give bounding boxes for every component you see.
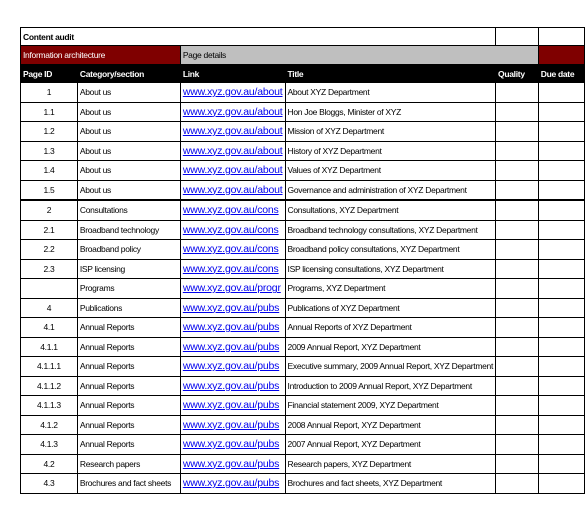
title-cell[interactable]: 2008 Annual Report, XYZ Department xyxy=(285,415,496,435)
page-id-cell[interactable]: 4.3 xyxy=(21,474,78,494)
title-cell[interactable]: Financial statement 2009, XYZ Department xyxy=(285,396,496,416)
link-cell[interactable]: www.xyz.gov.au/about xyxy=(180,141,285,161)
category-cell[interactable]: About us xyxy=(77,141,180,161)
information-architecture-header[interactable]: Information architecture xyxy=(21,46,181,65)
page-id-cell[interactable]: 1 xyxy=(21,83,78,103)
due-date-cell[interactable] xyxy=(538,415,584,435)
title-cell[interactable]: Publications of XYZ Department xyxy=(285,298,496,318)
due-date-cell[interactable] xyxy=(538,200,584,220)
page-id-cell[interactable]: 1.3 xyxy=(21,141,78,161)
due-date-cell[interactable] xyxy=(538,396,584,416)
title-cell[interactable]: Hon Joe Bloggs, Minister of XYZ xyxy=(285,102,496,122)
table-row xyxy=(21,337,585,357)
link-cell[interactable]: www.xyz.gov.au/about xyxy=(180,102,285,122)
column-header-link[interactable]: Link xyxy=(180,65,285,83)
due-date-cell[interactable] xyxy=(538,240,584,260)
title-cell[interactable]: 2009 Annual Report, XYZ Department xyxy=(285,337,496,357)
page-id-cell[interactable]: 1.1 xyxy=(21,102,78,122)
quality-cell[interactable] xyxy=(496,396,539,416)
table-row xyxy=(21,200,585,220)
category-cell[interactable]: Broadband technology xyxy=(77,220,180,240)
title-cell[interactable]: Broadband policy consultations, XYZ Department xyxy=(285,240,496,260)
link-cell[interactable]: www.xyz.gov.au/pubs xyxy=(180,474,285,494)
sheet-title-row xyxy=(21,28,585,46)
due-date-cell[interactable] xyxy=(538,376,584,396)
page-id-cell[interactable]: 4.1.1.2 xyxy=(21,376,78,396)
column-header-category[interactable]: Category/section xyxy=(77,65,180,83)
quality-cell[interactable] xyxy=(496,83,539,103)
quality-cell[interactable] xyxy=(496,122,539,142)
category-cell[interactable]: About us xyxy=(77,180,180,200)
table-row xyxy=(21,415,585,435)
quality-cell[interactable] xyxy=(496,298,539,318)
quality-cell[interactable] xyxy=(496,474,539,494)
column-header-row xyxy=(21,65,585,83)
page-id-cell[interactable]: 4.1.2 xyxy=(21,415,78,435)
empty-cell[interactable] xyxy=(496,28,539,46)
table-row xyxy=(21,180,585,200)
table-row xyxy=(21,102,585,122)
title-cell[interactable]: Annual Reports of XYZ Department xyxy=(285,318,496,338)
quality-cell[interactable] xyxy=(496,240,539,260)
group-header-row xyxy=(21,46,585,65)
link-cell[interactable]: www.xyz.gov.au/cons xyxy=(180,220,285,240)
table-row xyxy=(21,259,585,279)
link-cell[interactable]: www.xyz.gov.au/about xyxy=(180,122,285,142)
quality-cell[interactable] xyxy=(496,337,539,357)
quality-cell[interactable] xyxy=(496,318,539,338)
due-date-cell[interactable] xyxy=(538,259,584,279)
link-cell[interactable]: www.xyz.gov.au/pubs xyxy=(180,435,285,455)
table-row xyxy=(21,122,585,142)
category-cell[interactable]: Annual Reports xyxy=(77,415,180,435)
quality-cell[interactable] xyxy=(496,415,539,435)
category-cell[interactable]: About us xyxy=(77,102,180,122)
link-cell[interactable]: www.xyz.gov.au/pubs xyxy=(180,298,285,318)
page-id-cell[interactable]: 2.3 xyxy=(21,259,78,279)
title-cell[interactable]: Brochures and fact sheets, XYZ Department xyxy=(285,474,496,494)
column-header-title[interactable]: Title xyxy=(285,65,496,83)
page-id-cell[interactable]: 4.1.3 xyxy=(21,435,78,455)
quality-cell[interactable] xyxy=(496,200,539,220)
page-id-cell[interactable]: 4.2 xyxy=(21,454,78,474)
link-cell[interactable]: www.xyz.gov.au/pubs xyxy=(180,318,285,338)
category-cell[interactable]: About us xyxy=(77,83,180,103)
link-cell[interactable]: www.xyz.gov.au/cons xyxy=(180,240,285,260)
page-id-cell[interactable]: 4.1 xyxy=(21,318,78,338)
category-cell[interactable]: Annual Reports xyxy=(77,435,180,455)
due-date-cell[interactable] xyxy=(538,298,584,318)
page-id-cell[interactable]: 1.4 xyxy=(21,161,78,181)
content-audit-table xyxy=(20,27,585,494)
link-cell[interactable]: www.xyz.gov.au/cons xyxy=(180,200,285,220)
title-cell[interactable]: Consultations, XYZ Department xyxy=(285,200,496,220)
link-cell[interactable]: www.xyz.gov.au/pubs xyxy=(180,376,285,396)
link-cell[interactable]: www.xyz.gov.au/about xyxy=(180,161,285,181)
page-id-cell[interactable]: 4.1.1.3 xyxy=(21,396,78,416)
category-cell[interactable]: Broadband policy xyxy=(77,240,180,260)
due-date-cell[interactable] xyxy=(538,337,584,357)
category-cell[interactable]: About us xyxy=(77,161,180,181)
column-header-page-id[interactable]: Page ID xyxy=(21,65,78,83)
page-id-cell[interactable]: 4.1.1.1 xyxy=(21,357,78,377)
quality-cell[interactable] xyxy=(496,357,539,377)
due-date-cell[interactable] xyxy=(538,122,584,142)
link-cell[interactable]: www.xyz.gov.au/pubs xyxy=(180,357,285,377)
due-date-cell[interactable] xyxy=(538,180,584,200)
page-id-cell[interactable]: 2 xyxy=(21,200,78,220)
category-cell[interactable]: Annual Reports xyxy=(77,376,180,396)
page-id-cell[interactable]: 2.1 xyxy=(21,220,78,240)
due-date-cell[interactable] xyxy=(538,220,584,240)
link-cell[interactable]: www.xyz.gov.au/about xyxy=(180,83,285,103)
page-id-cell[interactable] xyxy=(21,279,78,299)
page-details-header[interactable]: Page details xyxy=(180,46,538,65)
table-row xyxy=(21,83,585,103)
quality-cell[interactable] xyxy=(496,102,539,122)
title-cell[interactable]: Introduction to 2009 Annual Report, XYZ Department xyxy=(285,376,496,396)
quality-cell[interactable] xyxy=(496,161,539,181)
category-cell[interactable]: Annual Reports xyxy=(77,396,180,416)
due-date-cell[interactable] xyxy=(538,318,584,338)
quality-cell[interactable] xyxy=(496,180,539,200)
due-date-group-cell[interactable] xyxy=(538,46,584,65)
page-id-cell[interactable]: 2.2 xyxy=(21,240,78,260)
due-date-cell[interactable] xyxy=(538,454,584,474)
page-id-cell[interactable]: 4.1.1 xyxy=(21,337,78,357)
table-row xyxy=(21,435,585,455)
empty-cell[interactable] xyxy=(538,28,584,46)
title-cell[interactable]: ISP licensing consultations, XYZ Department xyxy=(285,259,496,279)
link-cell[interactable]: www.xyz.gov.au/pubs xyxy=(180,337,285,357)
column-header-quality[interactable]: Quality xyxy=(496,65,539,83)
link-cell[interactable]: www.xyz.gov.au/pubs xyxy=(180,415,285,435)
quality-cell[interactable] xyxy=(496,279,539,299)
due-date-cell[interactable] xyxy=(538,474,584,494)
link-cell[interactable]: www.xyz.gov.au/about xyxy=(180,180,285,200)
table-row xyxy=(21,141,585,161)
category-cell[interactable]: Annual Reports xyxy=(77,337,180,357)
table-row xyxy=(21,279,585,299)
category-cell[interactable]: Research papers xyxy=(77,454,180,474)
page-id-cell[interactable]: 1.2 xyxy=(21,122,78,142)
table-row xyxy=(21,454,585,474)
quality-cell[interactable] xyxy=(496,141,539,161)
title-cell[interactable]: Executive summary, 2009 Annual Report, XYZ Department xyxy=(285,357,496,377)
quality-cell[interactable] xyxy=(496,220,539,240)
title-cell[interactable]: Broadband technology consultations, XYZ Department xyxy=(285,220,496,240)
due-date-cell[interactable] xyxy=(538,435,584,455)
category-cell[interactable]: Consultations xyxy=(77,200,180,220)
table-row xyxy=(21,240,585,260)
category-cell[interactable]: ISP licensing xyxy=(77,259,180,279)
column-header-due-date[interactable]: Due date xyxy=(538,65,584,83)
table-row xyxy=(21,357,585,377)
table-row xyxy=(21,298,585,318)
table-row xyxy=(21,396,585,416)
link-cell[interactable]: www.xyz.gov.au/pubs xyxy=(180,454,285,474)
due-date-cell[interactable] xyxy=(538,83,584,103)
table-row xyxy=(21,474,585,494)
category-cell[interactable]: About us xyxy=(77,122,180,142)
due-date-cell[interactable] xyxy=(538,357,584,377)
title-cell[interactable]: Programs, XYZ Department xyxy=(285,279,496,299)
link-cell[interactable]: www.xyz.gov.au/progr xyxy=(180,279,285,299)
due-date-cell[interactable] xyxy=(538,161,584,181)
title-cell[interactable]: Research papers, XYZ Department xyxy=(285,454,496,474)
page-id-cell[interactable]: 4 xyxy=(21,298,78,318)
title-cell[interactable]: Values of XYZ Department xyxy=(285,161,496,181)
title-cell[interactable]: 2007 Annual Report, XYZ Department xyxy=(285,435,496,455)
category-cell[interactable]: Brochures and fact sheets xyxy=(77,474,180,494)
table-row xyxy=(21,161,585,181)
category-cell[interactable]: Programs xyxy=(77,279,180,299)
table-row xyxy=(21,318,585,338)
category-cell[interactable]: Annual Reports xyxy=(77,318,180,338)
table-row xyxy=(21,376,585,396)
link-cell[interactable]: www.xyz.gov.au/pubs xyxy=(180,396,285,416)
link-cell[interactable]: www.xyz.gov.au/cons xyxy=(180,259,285,279)
page-id-cell[interactable]: 1.5 xyxy=(21,180,78,200)
table-row xyxy=(21,220,585,240)
title-cell[interactable]: History of XYZ Department xyxy=(285,141,496,161)
quality-cell[interactable] xyxy=(496,376,539,396)
title-cell[interactable]: Governance and administration of XYZ Department xyxy=(285,180,496,200)
quality-cell[interactable] xyxy=(496,435,539,455)
quality-cell[interactable] xyxy=(496,259,539,279)
category-cell[interactable]: Publications xyxy=(77,298,180,318)
category-cell[interactable]: Annual Reports xyxy=(77,357,180,377)
quality-cell[interactable] xyxy=(496,454,539,474)
title-cell[interactable]: About XYZ Department xyxy=(285,83,496,103)
due-date-cell[interactable] xyxy=(538,279,584,299)
due-date-cell[interactable] xyxy=(538,102,584,122)
sheet-title[interactable]: Content audit xyxy=(21,28,496,46)
title-cell[interactable]: Mission of XYZ Department xyxy=(285,122,496,142)
due-date-cell[interactable] xyxy=(538,141,584,161)
